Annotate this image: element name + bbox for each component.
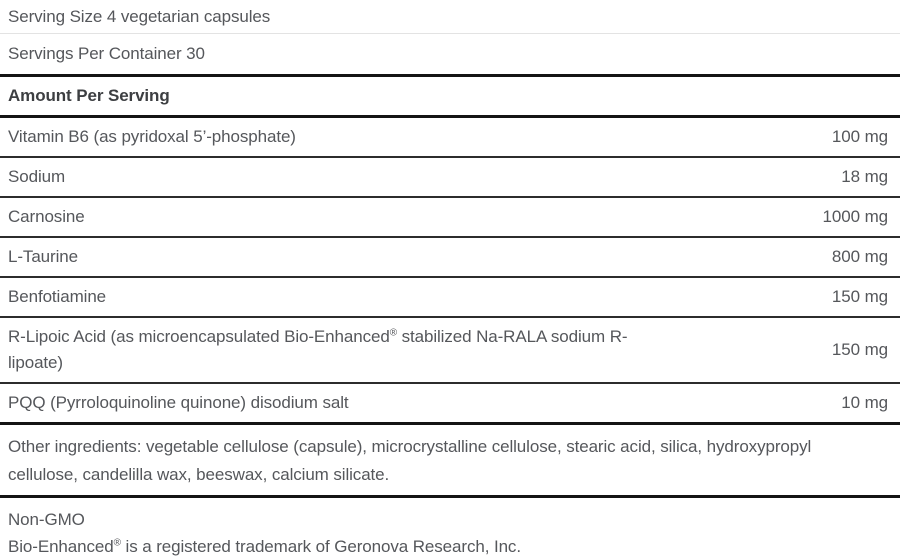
serving-size-row <box>0 0 900 34</box>
ingredient-row <box>0 384 900 425</box>
footnotes <box>0 498 900 556</box>
trademark-text: Bio-Enhanced® is a registered trademark of Geronova Research, Inc. <box>8 537 521 556</box>
ingredient-amount: 10 mg <box>841 393 888 412</box>
ingredient-row <box>0 238 900 278</box>
ingredient-row <box>0 318 900 384</box>
amount-per-serving-label: Amount Per Serving <box>8 86 170 105</box>
ingredient-amount: 18 mg <box>841 167 888 186</box>
ingredient-rows <box>0 118 900 425</box>
ingredient-amount: 100 mg <box>831 127 888 146</box>
ingredient-row <box>0 278 900 318</box>
ingredient-amount: 800 mg <box>831 247 888 266</box>
ingredient-name: L-Taurine <box>8 247 78 266</box>
ingredient-row <box>0 158 900 198</box>
ingredient-amount: 150 mg <box>831 287 888 306</box>
other-ingredients-text: Other ingredients: vegetable cellulose (capsule), microcrystalline cellulose, stearic acid, silica, hydroxypropyl cellulose, candelilla wax, beeswax, calcium silicate. <box>0 425 900 498</box>
ingredient-amount: 1000 mg <box>822 207 888 226</box>
amount-per-serving-header <box>0 77 900 118</box>
ingredient-name: Carnosine <box>8 207 85 226</box>
servings-per-container-text: Servings Per Container 30 <box>8 44 205 63</box>
ingredient-name: Vitamin B6 (as pyridoxal 5’-phosphate) <box>8 127 296 146</box>
serving-size-text: Serving Size 4 vegetarian capsules <box>8 6 271 26</box>
ingredient-row <box>0 118 900 158</box>
ingredient-row <box>0 198 900 238</box>
servings-per-container-row <box>0 34 900 77</box>
ingredient-name: Benfotiamine <box>8 287 107 306</box>
ingredient-name: PQQ (Pyrroloquinoline quinone) disodium salt <box>8 393 349 412</box>
ingredient-name: Sodium <box>8 167 66 186</box>
non-gmo-text: Non-GMO <box>8 510 85 529</box>
ingredient-amount: 150 mg <box>831 340 888 359</box>
ingredient-name: R-Lipoic Acid (as microencapsulated Bio-Enhanced® stabilized Na-RALA sodium R-lipoate) <box>8 327 628 372</box>
